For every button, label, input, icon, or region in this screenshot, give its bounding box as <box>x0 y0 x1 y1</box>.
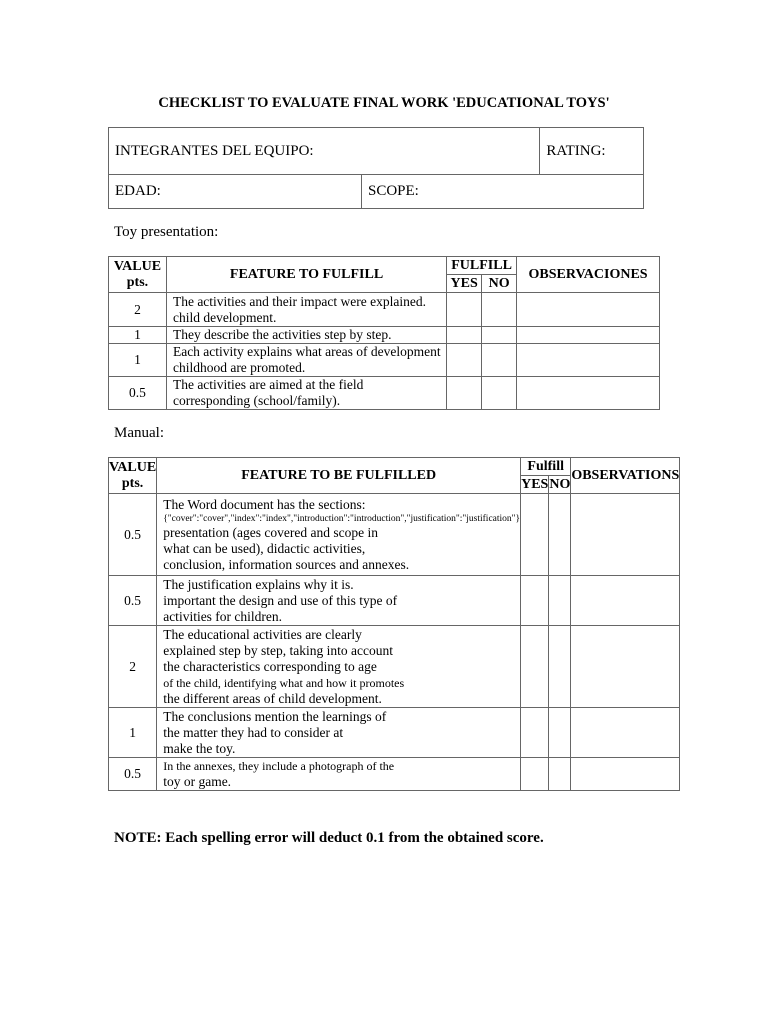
pts-header-label: pts. <box>126 274 149 290</box>
feature-line: {"cover":"cover","index":"index","introduction":"introduction","justification":"justification"} <box>163 513 521 524</box>
yes-cell[interactable] <box>447 327 482 344</box>
row-value: 0.5 <box>109 758 157 791</box>
value-header <box>109 257 167 293</box>
table-row <box>109 344 660 377</box>
yes-cell[interactable] <box>447 293 482 327</box>
feature-line: conclusion, information sources and annexes. <box>163 556 410 572</box>
no-cell[interactable] <box>549 708 571 758</box>
no-cell[interactable] <box>482 327 517 344</box>
table-row <box>109 626 680 708</box>
feature-line: In the annexes, they include a photograph of the <box>163 759 395 773</box>
row-value: 2 <box>109 293 167 327</box>
feature-line: childhood are promoted. <box>172 360 306 375</box>
value-header-label: VALUE <box>113 258 162 274</box>
yes-header: YES <box>521 476 549 492</box>
row-value: 1 <box>109 344 167 377</box>
table-row <box>109 327 660 344</box>
feature-line: The conclusions mention the learnings of <box>163 708 387 724</box>
yes-cell[interactable] <box>521 494 549 576</box>
feature-line: presentation (ages covered and scope in <box>163 524 378 540</box>
no-header: NO <box>549 476 571 492</box>
value-header <box>109 458 157 494</box>
feature-line: the different areas of child development. <box>163 690 382 706</box>
observations-cell[interactable] <box>571 576 680 626</box>
team-info-table <box>108 127 644 209</box>
row-feature <box>166 377 446 410</box>
yes-cell[interactable] <box>447 344 482 377</box>
table-row <box>109 708 680 758</box>
no-cell[interactable] <box>549 576 571 626</box>
row-value: 0.5 <box>109 576 157 626</box>
value-header-label: VALUE <box>109 459 157 475</box>
observations-header: OBSERVACIONES <box>517 257 660 293</box>
no-cell[interactable] <box>482 293 517 327</box>
scope-label: SCOPE: <box>368 183 419 199</box>
members-cell <box>109 128 540 175</box>
feature-line: what can be used), didactic activities, <box>163 540 366 556</box>
row-feature <box>166 344 446 377</box>
observations-cell[interactable] <box>517 293 660 327</box>
rating-label: RATING: <box>546 142 606 159</box>
feature-line: They describe the activities step by step. <box>172 327 392 342</box>
toy-presentation-table <box>108 256 660 410</box>
page-title: CHECKLIST TO EVALUATE FINAL WORK 'EDUCATIONAL TOYS' <box>158 95 610 111</box>
yes-cell[interactable] <box>521 626 549 708</box>
table-row <box>109 758 680 791</box>
feature-line: explained step by step, taking into account <box>163 642 394 658</box>
observations-header: OBSERVATIONS <box>571 458 680 494</box>
row-value: 2 <box>109 626 157 708</box>
feature-line: corresponding (school/family). <box>172 393 341 408</box>
row-feature <box>157 626 521 708</box>
row-value: 1 <box>109 327 167 344</box>
feature-header: FEATURE TO BE FULFILLED <box>157 458 521 494</box>
row-value: 1 <box>109 708 157 758</box>
feature-line: The educational activities are clearly <box>163 626 362 642</box>
feature-line: make the toy. <box>163 740 236 756</box>
row-feature <box>157 494 521 576</box>
no-cell[interactable] <box>549 626 571 708</box>
feature-line: The activities and their impact were explained. <box>172 293 426 309</box>
yes-header: YES <box>447 275 482 293</box>
no-cell[interactable] <box>482 377 517 410</box>
no-cell[interactable] <box>482 344 517 377</box>
row-value: 0.5 <box>109 494 157 576</box>
table-row <box>109 377 660 410</box>
table-row <box>109 494 680 576</box>
row-feature <box>166 327 446 344</box>
feature-line: The Word document has the sections: <box>163 496 366 512</box>
feature-line: child development. <box>172 309 277 325</box>
age-cell <box>109 175 362 209</box>
feature-line: The activities are aimed at the field <box>172 377 364 392</box>
feature-line: of the child, identifying what and how it promotes <box>163 675 405 690</box>
feature-line: activities for children. <box>163 608 283 624</box>
observations-cell[interactable] <box>571 758 680 791</box>
yes-cell[interactable] <box>521 758 549 791</box>
manual-table <box>108 457 680 791</box>
feature-line: important the design and use of this type of <box>163 592 398 608</box>
row-value: 0.5 <box>109 377 167 410</box>
section-label-manual: Manual: <box>114 425 164 441</box>
observations-cell[interactable] <box>517 377 660 410</box>
table-row <box>109 576 680 626</box>
observations-cell[interactable] <box>571 494 680 576</box>
spelling-note: NOTE: Each spelling error will deduct 0.1 from the obtained score. <box>114 830 544 846</box>
no-cell[interactable] <box>549 758 571 791</box>
feature-line: The justification explains why it is. <box>163 576 354 592</box>
row-feature <box>157 576 521 626</box>
section-label-toy-presentation: Toy presentation: <box>114 224 219 240</box>
yes-cell[interactable] <box>521 576 549 626</box>
no-cell[interactable] <box>549 494 571 576</box>
feature-line: the matter they had to consider at <box>163 724 344 740</box>
yes-cell[interactable] <box>447 377 482 410</box>
scope-cell <box>362 175 644 209</box>
fulfill-header: FULFILL <box>447 257 517 275</box>
rating-cell <box>540 128 644 175</box>
table-row <box>109 293 660 327</box>
feature-line: Each activity explains what areas of development <box>172 344 441 359</box>
observations-cell[interactable] <box>571 626 680 708</box>
fulfill-header: Fulfill <box>521 458 571 476</box>
age-label: EDAD: <box>115 183 161 199</box>
members-label: INTEGRANTES DEL EQUIPO: <box>115 142 314 159</box>
feature-line: the characteristics corresponding to age <box>163 658 377 674</box>
observations-cell[interactable] <box>571 708 680 758</box>
observations-cell[interactable] <box>517 344 660 377</box>
feature-line: toy or game. <box>163 774 232 789</box>
no-header: NO <box>482 275 517 293</box>
observations-cell[interactable] <box>517 327 660 344</box>
yes-cell[interactable] <box>521 708 549 758</box>
row-feature <box>157 708 521 758</box>
row-feature <box>157 758 521 791</box>
row-feature <box>166 293 446 327</box>
feature-header: FEATURE TO FULFILL <box>166 257 446 293</box>
pts-header-label: pts. <box>121 475 144 491</box>
